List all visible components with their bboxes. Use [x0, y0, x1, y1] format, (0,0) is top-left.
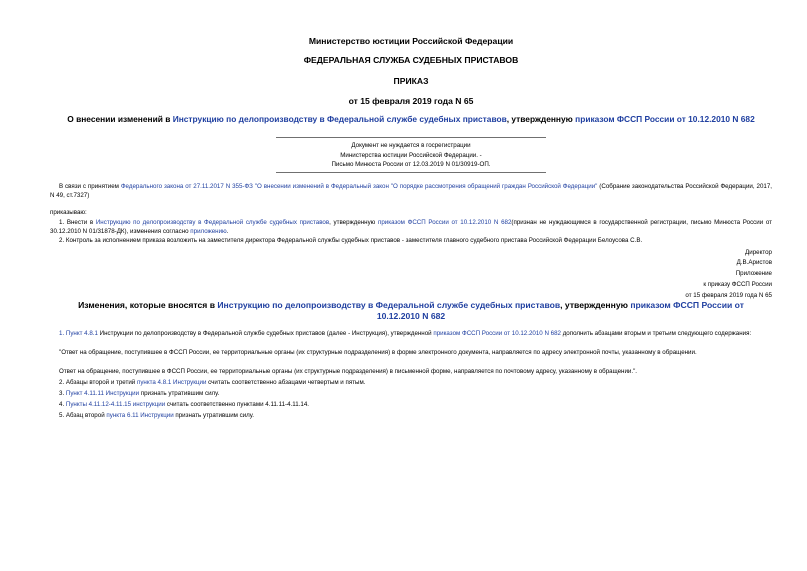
- item-1-order-link[interactable]: приказом ФССП России от 10.12.2010 N 682: [378, 219, 512, 226]
- note-line-1: Документ не нуждается в госрегистрации: [351, 142, 471, 149]
- item-2-paragraph: 2. Контроль за исполнением приказа возложить на заместителя директора Федеральной службы судебных приставов - заместителя главного судебного пристава Российской Федерации Белоусова С.В.: [59, 237, 643, 244]
- change-3-paragraph: [50, 390, 772, 399]
- item-1-mid2: (признан не нуждающимся в государственной регистрации, письмо Минюста России от 30.12.2010 N 01/31878-ДК), изменения согласно: [50, 219, 772, 235]
- appendix-label: Приложение: [735, 270, 772, 277]
- quote-paragraph-2: Ответ на обращение, поступившее в ФССП России, ее территориальные органы (их структурные подразделения) в письменной форме, направляется по почтовому адресу, указанному в обращении.".: [59, 368, 638, 375]
- signature-role: Директор: [745, 249, 772, 256]
- change-5-link[interactable]: пункта 6.11 Инструкции: [106, 412, 174, 419]
- title-instruction-link[interactable]: Инструкцию по делопроизводству в Федеральной службе судебных приставов: [172, 114, 507, 124]
- document-title: [50, 114, 772, 125]
- item-1-paragraph: [50, 219, 772, 237]
- federal-law-link[interactable]: Федерального закона от 27.11.2017 N 355-ФЗ "О внесении изменений в Федеральный закон "О порядке рассмотрения обращений граждан Российской Федерации": [120, 183, 598, 190]
- service-heading: ФЕДЕРАЛЬНАЯ СЛУЖБА СУДЕБНЫХ ПРИСТАВОВ: [303, 55, 519, 65]
- change-5-paragraph: [50, 412, 772, 421]
- item-1-appendix-link[interactable]: приложению: [190, 227, 227, 235]
- changes-title: [70, 300, 752, 322]
- title-order-link[interactable]: приказом ФССП России от 10.12.2010 N 682: [575, 114, 755, 124]
- change-1-point-link[interactable]: 1. Пункт 4.8.1: [59, 330, 98, 337]
- appendix-date-ref: от 15 февраля 2019 года N 65: [685, 292, 772, 299]
- quote-paragraph-1: "Ответ на обращение, поступившее в ФССП России, ее территориальные органы (их структурные подразделения) в форме электронного документа, направляется по адресу электронной почты, указанному в обращении.: [59, 349, 697, 356]
- preamble-suffix: (Собрание законодательства Российской Федерации, 2017, N 49, ст.7327): [50, 183, 772, 199]
- change-3-prefix: 3.: [59, 390, 66, 397]
- change-2-end: считать соответственно абзацами четвертым и пятым.: [206, 379, 366, 386]
- preamble-paragraph: [50, 183, 772, 201]
- signature-name: Д.В.Аристов: [736, 259, 772, 266]
- change-4-end: считать соответственно пунктами 4.11.11-4.11.14.: [165, 401, 309, 408]
- change-4-paragraph: [50, 401, 772, 410]
- date-number-heading: от 15 февраля 2019 года N 65: [348, 96, 474, 106]
- change-4-prefix: 4.: [59, 401, 66, 408]
- doc-type-heading: ПРИКАЗ: [393, 76, 429, 86]
- change-2-paragraph: [50, 379, 772, 388]
- change-2-link[interactable]: пункта 4.8.1 Инструкции: [136, 379, 207, 386]
- change-3-end: признать утратившим силу.: [139, 390, 220, 397]
- change-1-paragraph: [50, 330, 772, 339]
- order-word: приказываю:: [50, 209, 87, 216]
- change-4-link[interactable]: Пункты 4.11.12-4.11.15 инструкции: [65, 401, 166, 408]
- change-1-mid: Инструкции по делопроизводству в Федеральной службе судебных приставов (далее - Инструкция), утвержденной: [97, 330, 434, 337]
- change-5-end: признать утратившим силу.: [173, 412, 254, 419]
- change-5-prefix: 5. Абзац второй: [59, 412, 107, 419]
- change-3-link[interactable]: Пункт 4.11.11 Инструкции: [65, 390, 140, 397]
- note-line-2: Министерства юстиции Российской Федерации. -: [340, 151, 482, 159]
- appendix-order-ref: к приказу ФССП России: [703, 281, 772, 288]
- item-1-instruction-link[interactable]: Инструкцию по делопроизводству в Федеральной службе судебных приставов: [95, 219, 330, 226]
- preamble-prefix: В связи с принятием: [59, 183, 121, 190]
- item-1-mid: , утвержденную: [329, 219, 379, 226]
- changes-instruction-link[interactable]: Инструкцию по делопроизводству в Федеральной службе судебных приставов: [217, 300, 561, 310]
- change-1-order-link[interactable]: приказом ФССП России от 10.12.2010 N 682: [433, 330, 561, 337]
- item-1-prefix: 1. Внести в: [59, 219, 96, 226]
- change-2-prefix: 2. Абзацы второй и третий: [59, 379, 137, 386]
- item-1-end: .: [226, 227, 229, 235]
- change-1-end: дополнить абзацами вторым и третьим следующего содержания:: [560, 330, 752, 337]
- changes-order-link[interactable]: приказом ФССП России от 10.12.2010 N 682: [376, 300, 744, 321]
- title-prefix: О внесении изменений в: [67, 114, 173, 124]
- note-line-3: Письмо Минюста России от 12.03.2019 N 01/30919-ОП.: [331, 161, 491, 169]
- registration-note: [276, 137, 546, 173]
- title-mid: , утвержденную: [506, 114, 576, 124]
- ministry-heading: Министерство юстиции Российской Федерации: [308, 36, 514, 46]
- changes-title-prefix: Изменения, которые вносятся в: [78, 300, 218, 310]
- changes-title-mid: , утвержденную: [560, 300, 631, 310]
